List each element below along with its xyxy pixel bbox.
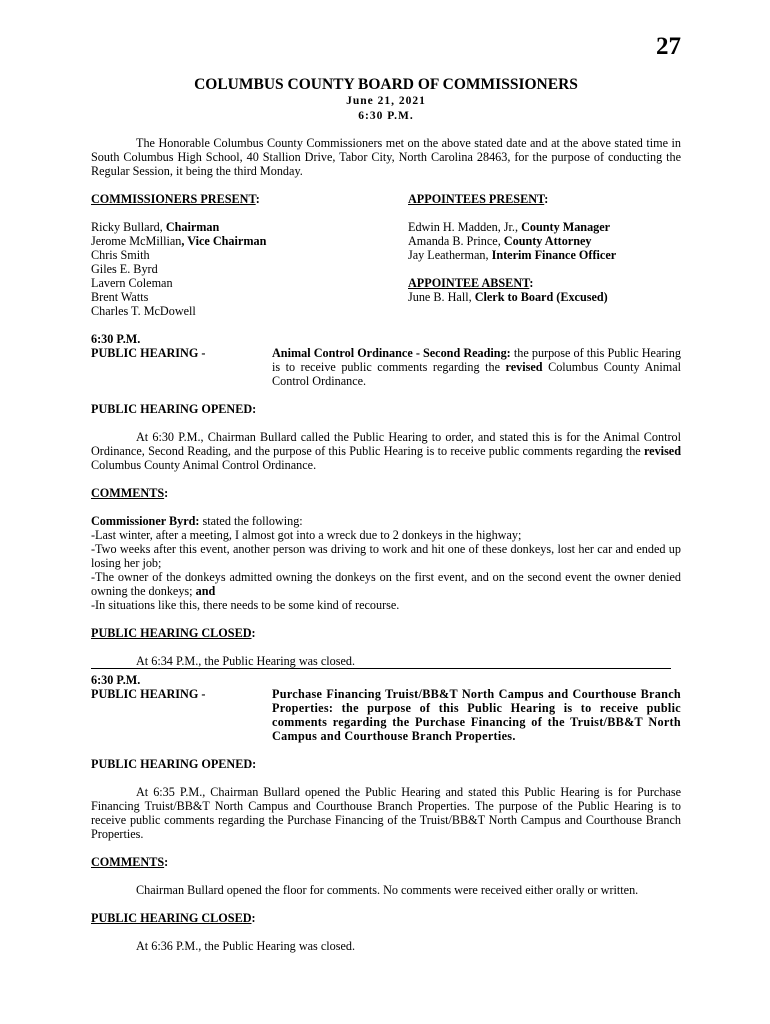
- hearing2-label: PUBLIC HEARING -: [91, 687, 206, 701]
- page-number: 27: [656, 33, 681, 60]
- commissioner-row: Chris Smith: [91, 248, 150, 262]
- meeting-date: June 21, 2021: [346, 95, 426, 107]
- hearing1-opened-heading: PUBLIC HEARING OPENED:: [91, 402, 257, 416]
- hearing1-description: Animal Control Ordinance - Second Reading: the purpose of this Public Hearing is to receive public comments regarding the revised Columbus County Animal Control Ordinance.: [272, 346, 681, 388]
- commissioner-row: Brent Watts: [91, 290, 149, 304]
- commissioner-row: Lavern Coleman: [91, 276, 173, 290]
- appointees-heading: APPOINTEES PRESENT:: [408, 192, 549, 206]
- hearing1-header: [91, 346, 681, 388]
- appointee-absent-row: June B. Hall, Clerk to Board (Excused): [408, 290, 608, 304]
- hearing2-time: 6:30 P.M.: [91, 673, 141, 687]
- hearing1-label: PUBLIC HEARING -: [91, 346, 206, 360]
- minutes-page: [91, 0, 681, 953]
- attendance-section: [91, 192, 681, 318]
- comment-item: -Two weeks after this event, another person was driving to work and hit one of these donkeys, lost her car and ended up losing her job;: [91, 542, 681, 570]
- hearing1-closed-text: At 6:34 P.M., the Public Hearing was closed.: [136, 654, 356, 668]
- intro-paragraph: The Honorable Columbus County Commissioners met on the above stated date and at the above stated time in South Columbus High School, 40 Stallion Drive, Tabor City, North Carolina 28463, for the purpose of conducting the Regular Session, it being the third Monday.: [91, 136, 681, 178]
- hearing2-header: [91, 687, 681, 743]
- commissioner-row: Giles E. Byrd: [91, 262, 158, 276]
- commenter-line: Commissioner Byrd: stated the following:: [91, 514, 303, 528]
- comment-item: -The owner of the donkeys admitted owning the donkeys on the first event, and on the second event the owner denied owning the donkeys; and: [91, 570, 681, 598]
- hearing2-comments-heading: COMMENTS:: [91, 855, 169, 869]
- commissioner-row: Jerome McMillian, Vice Chairman: [91, 234, 267, 248]
- hearing1-time: 6:30 P.M.: [91, 332, 141, 346]
- appointee-absent-heading: APPOINTEE ABSENT:: [408, 276, 534, 290]
- hearing1-comments-heading: COMMENTS:: [91, 486, 169, 500]
- hearing2-opened-paragraph: At 6:35 P.M., Chairman Bullard opened the Public Hearing and stated this Public Hearing is for Purchase Financing Truist/BB&T North Campus and Courthouse Branch Properties. The purpose of the Public Hearing is to receive public comments regarding the Purchase Financing of the Truist/BB&T North Campus and Courthouse Branch Properties.: [91, 785, 681, 841]
- hearing2-opened-heading: PUBLIC HEARING OPENED:: [91, 757, 257, 771]
- comment-item: -Last winter, after a meeting, I almost got into a wreck due to 2 donkeys in the highway;: [91, 528, 522, 542]
- appointees-column: [408, 192, 681, 318]
- hearing2-closed-text: At 6:36 P.M., the Public Hearing was closed.: [136, 939, 356, 953]
- meeting-time: 6:30 P.M.: [358, 110, 414, 122]
- comment-item: -In situations like this, there needs to be some kind of recourse.: [91, 598, 400, 612]
- commissioners-heading: COMMISSIONERS PRESENT:: [91, 192, 260, 206]
- hearing1-closed-heading: PUBLIC HEARING CLOSED:: [91, 626, 256, 640]
- commissioner-row: Charles T. McDowell: [91, 304, 196, 318]
- appointee-row: Amanda B. Prince, County Attorney: [408, 234, 592, 248]
- commissioners-column: [91, 192, 408, 318]
- appointee-row: Jay Leatherman, Interim Finance Officer: [408, 248, 617, 262]
- commissioner-row: Ricky Bullard, Chairman: [91, 220, 220, 234]
- hearing2-description: Purchase Financing Truist/BB&T North Campus and Courthouse Branch Properties: the purpose of this Public Hearing is to receive public comments regarding the Purchase Financing of the Truist/BB&T North Campus and Courthouse Branch Properties.: [272, 687, 681, 743]
- hearing2-comments-text: Chairman Bullard opened the floor for comments. No comments were received either orally or written.: [136, 883, 639, 897]
- appointee-row: Edwin H. Madden, Jr., County Manager: [408, 220, 611, 234]
- hearing1-opened-paragraph: At 6:30 P.M., Chairman Bullard called the Public Hearing to order, and stated this is for the Animal Control Ordinance, Second Reading, and the purpose of this Public Hearing is to receive public comments regarding the revised Columbus County Animal Control Ordinance.: [91, 430, 681, 472]
- hearing2-closed-heading: PUBLIC HEARING CLOSED:: [91, 911, 256, 925]
- document-title: COLUMBUS COUNTY BOARD OF COMMISSIONERS: [194, 76, 578, 93]
